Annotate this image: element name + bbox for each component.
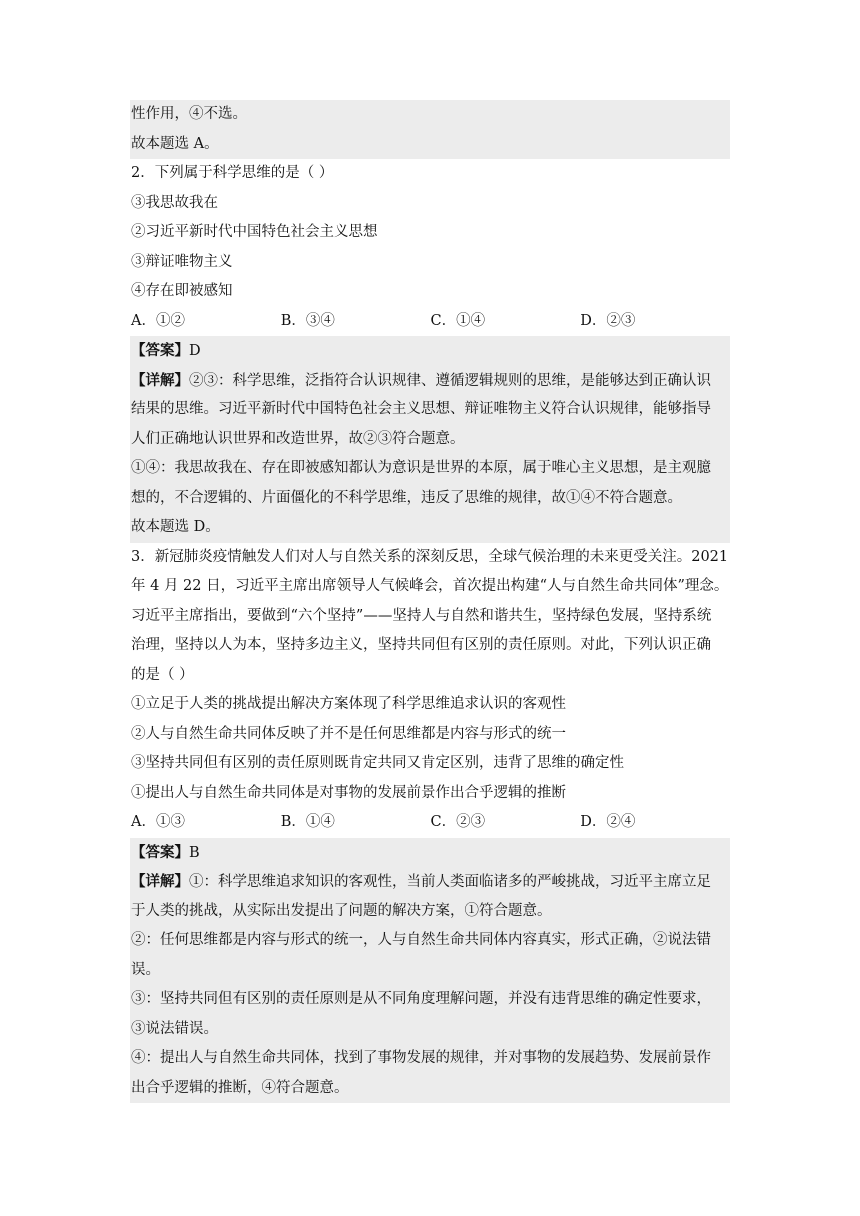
detail-text: ①：科学思维追求知识的客观性，当前人类面临诸多的严峻挑战，习近平主席立足 xyxy=(189,874,711,890)
detail-line: 于人类的挑战，从实际出发提出了问题的解决方案，①符合题意。 xyxy=(130,897,730,927)
option-b: B．③④ xyxy=(280,312,335,329)
question-3-item: ②人与自然生命共同体反映了并不是任何思维都是内容与形式的统一 xyxy=(131,725,566,742)
option-d: D．②④ xyxy=(580,814,636,830)
answer-label: 【答案】 xyxy=(131,342,189,359)
question-3-stem-line: 治理，坚持以人为本，坚持多边主义，坚持共同但有区别的责任原则。对此，下列认识正确 xyxy=(131,637,711,653)
question-3-options xyxy=(130,808,730,838)
answer-value: D xyxy=(189,343,201,359)
question-2-stem: 2．下列属于科学思维的是（ ） xyxy=(131,165,334,181)
detail-line: ①④：我思故我在、存在即被感知都认为意识是世界的本原，属于唯心主义思想，是主观臆 xyxy=(130,454,730,484)
question-3-detail xyxy=(130,867,730,897)
question-2-answer xyxy=(130,336,730,366)
answer-label: 【答案】 xyxy=(131,843,189,861)
question-3-item: ①立足于人类的挑战提出解决方案体现了科学思维追求认识的客观性 xyxy=(131,696,566,712)
detail-line: ④：提出人与自然生命共同体，找到了事物发展的规律，并对事物的发展趋势、发展前景作 xyxy=(130,1044,730,1074)
option-a: A．①③ xyxy=(131,814,185,830)
question-3-answer xyxy=(130,838,730,868)
detail-line: 结果的思维。习近平新时代中国特色社会主义思想、辩证唯物主义符合认识规律，能够指导 xyxy=(130,395,730,425)
option-d: D．②③ xyxy=(580,312,636,329)
detail-line: 误。 xyxy=(130,956,730,986)
question-2-item: ②习近平新时代中国特色社会主义思想 xyxy=(131,224,378,240)
detail-label: 【详解】 xyxy=(131,873,189,890)
option-c: C．②③ xyxy=(430,814,486,830)
option-b: B．①④ xyxy=(280,814,335,830)
question-2-item: ④存在即被感知 xyxy=(131,283,233,299)
detail-line: ③：坚持共同但有区别的责任原则是从不同角度理解问题，并没有违背思维的确定性要求， xyxy=(130,985,730,1015)
question-2-item: ③我思故我在 xyxy=(131,194,218,211)
question-3-stem-line: 习近平主席指出，要做到“六个坚持”——坚持人与自然和谐共生，坚持绿色发展，坚持系统 xyxy=(131,607,712,624)
question-3-item: ③坚持共同但有区别的责任原则既肯定共同又肯定区别，违背了思维的确定性 xyxy=(131,755,624,771)
detail-line: ②：任何思维都是内容与形式的统一，人与自然生命共同体内容真实，形式正确，②说法错 xyxy=(130,926,730,956)
answer-value: B xyxy=(189,844,200,861)
question-2-item: ③辩证唯物主义 xyxy=(131,253,233,270)
question-2-options xyxy=(130,307,730,337)
option-c: C．①④ xyxy=(430,312,486,329)
question-3-stem-line: 3．新冠肺炎疫情触发人们对人与自然关系的深刻反思，全球气候治理的未来更受关注。2021 xyxy=(131,548,729,565)
detail-line: ③说法错误。 xyxy=(130,1015,730,1045)
detail-label: 【详解】 xyxy=(131,371,189,389)
prev-explanation-line: 性作用，④不选。 xyxy=(130,100,730,130)
detail-line: 故本题选 D。 xyxy=(130,513,730,543)
detail-line: 想的，不合逻辑的、片面僵化的不科学思维，违反了思维的规律，故①④不符合题意。 xyxy=(130,484,730,514)
detail-text: ②③：科学思维，泛指符合认识规律、遵循逻辑规则的思维，是能够达到正确认识 xyxy=(189,372,711,389)
detail-line: 出合乎逻辑的推断，④符合题意。 xyxy=(130,1074,730,1104)
question-2-detail xyxy=(130,366,730,396)
question-3-item: ①提出人与自然生命共同体是对事物的发展前景作出合乎逻辑的推断 xyxy=(131,784,566,801)
document-content xyxy=(130,100,730,1103)
question-3-stem-line: 的是（ ） xyxy=(131,666,194,683)
option-a: A．①② xyxy=(131,312,185,329)
question-3-stem-line: 年 4 月 22 日，习近平主席出席领导人气候峰会，首次提出构建“人与自然生命共同体”理念。 xyxy=(131,578,729,594)
detail-line: 人们正确地认识世界和改造世界，故②③符合题意。 xyxy=(130,425,730,455)
prev-conclusion-line: 故本题选 A。 xyxy=(130,130,730,160)
